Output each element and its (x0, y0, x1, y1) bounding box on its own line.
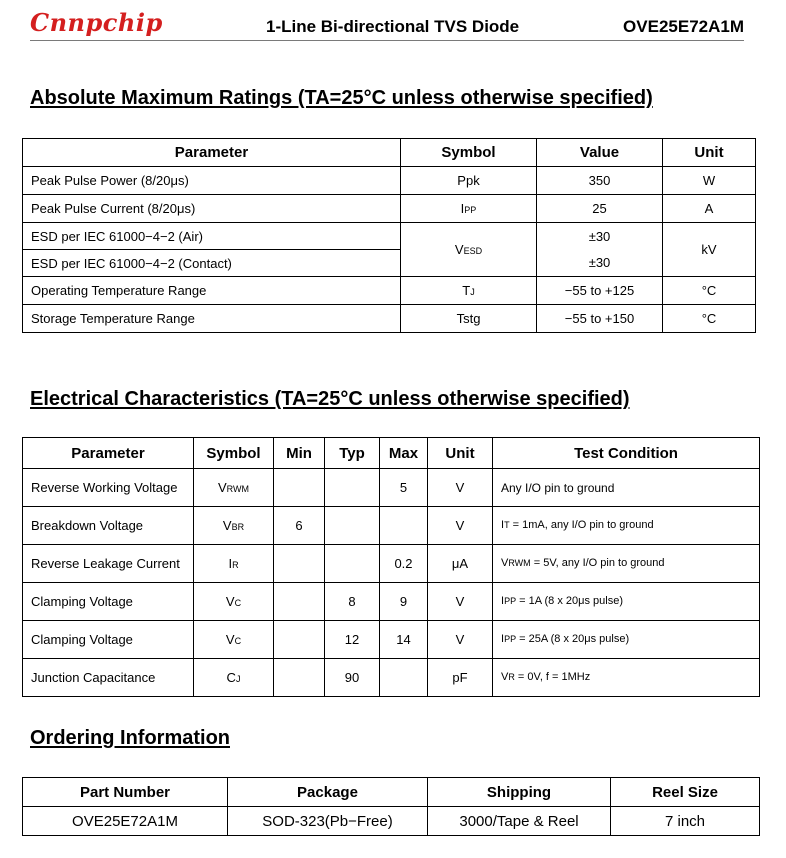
max-cell: 0.2 (380, 545, 428, 583)
param-cell: Clamping Voltage (23, 621, 194, 659)
unit-cell: pF (428, 659, 493, 697)
param-cell: Reverse Working Voltage (23, 469, 194, 507)
page-header (0, 0, 786, 46)
min-cell (274, 545, 325, 583)
table-row (23, 807, 760, 836)
condition-main: I (501, 633, 505, 645)
param-cell: Breakdown Voltage (23, 507, 194, 545)
symbol-cell: Tstg (401, 305, 537, 333)
electrical-characteristics-table (22, 437, 760, 697)
condition-text: = 1A (8 x 20μs pulse) (516, 595, 624, 607)
symbol-subscript: R (232, 560, 239, 570)
param-cell: Operating Temperature Range (23, 277, 401, 305)
column-header: Parameter (23, 139, 401, 167)
table-row (23, 223, 756, 250)
part-number-cell: OVE25E72A1M (23, 807, 228, 836)
condition-main: V (501, 671, 509, 683)
reel-size-cell: 7 inch (611, 807, 760, 836)
condition-text: = 25A (8 x 20μs pulse) (516, 633, 630, 645)
unit-cell: V (428, 469, 493, 507)
param-cell: Clamping Voltage (23, 583, 194, 621)
table-row (23, 195, 756, 223)
unit-cell: W (663, 167, 756, 195)
table-row (23, 507, 760, 545)
table-row (23, 659, 760, 697)
column-header: Symbol (401, 139, 537, 167)
symbol-main: V (225, 632, 235, 647)
column-header: Unit (663, 139, 756, 167)
symbol-subscript: BR (231, 522, 245, 532)
package-cell: SOD-323(Pb−Free) (228, 807, 428, 836)
condition-subscript: PP (504, 634, 517, 644)
min-cell (274, 583, 325, 621)
min-cell (274, 469, 325, 507)
table-row (23, 305, 756, 333)
symbol-cell (194, 621, 274, 659)
column-header: Parameter (23, 438, 194, 469)
unit-cell: kV (663, 223, 756, 277)
symbol-main: V (222, 518, 232, 533)
param-cell: ESD per IEC 61000−4−2 (Air) (23, 223, 401, 250)
typ-cell (325, 545, 380, 583)
condition-cell: Any I/O pin to ground (493, 469, 760, 507)
typ-cell (325, 469, 380, 507)
condition-cell (493, 621, 760, 659)
typ-cell: 90 (325, 659, 380, 697)
max-cell (380, 507, 428, 545)
condition-main: I (501, 519, 505, 531)
value-cell: ±30 (537, 250, 663, 277)
symbol-subscript: ESD (463, 246, 483, 256)
symbol-subscript: C (234, 598, 242, 608)
typ-cell: 8 (325, 583, 380, 621)
column-header: Min (274, 438, 325, 469)
column-header: Part Number (23, 778, 228, 807)
unit-cell: °C (663, 305, 756, 333)
column-header: Test Condition (493, 438, 760, 469)
symbol-subscript: C (234, 636, 242, 646)
company-logo: Cnnpchip (30, 8, 163, 37)
table-row (23, 545, 760, 583)
symbol-cell (194, 469, 274, 507)
column-header: Shipping (428, 778, 611, 807)
table-row (23, 277, 756, 305)
typ-cell (325, 507, 380, 545)
symbol-cell (401, 195, 537, 223)
absolute-max-table (22, 138, 756, 333)
table-row (23, 469, 760, 507)
unit-cell: V (428, 507, 493, 545)
unit-cell: A (663, 195, 756, 223)
column-header: Unit (428, 438, 493, 469)
condition-subscript: R (508, 672, 515, 682)
condition-cell (493, 507, 760, 545)
condition-text: = 0V, f = 1MHz (514, 671, 591, 683)
value-cell: ±30 (537, 223, 663, 250)
symbol-cell: Ppk (401, 167, 537, 195)
condition-text: = 1mA, any I/O pin to ground (509, 519, 654, 531)
symbol-main: I (460, 201, 465, 216)
min-cell (274, 659, 325, 697)
condition-main: I (501, 595, 505, 607)
param-cell: Junction Capacitance (23, 659, 194, 697)
table-row (23, 167, 756, 195)
symbol-main: T (462, 283, 471, 298)
symbol-subscript: RWM (226, 484, 249, 494)
condition-subscript: PP (504, 596, 517, 606)
max-cell: 5 (380, 469, 428, 507)
table-row (23, 583, 760, 621)
unit-cell: μA (428, 545, 493, 583)
unit-cell: V (428, 621, 493, 659)
table-header-row (23, 438, 760, 469)
max-cell: 14 (380, 621, 428, 659)
symbol-main: V (217, 480, 227, 495)
value-cell: 25 (537, 195, 663, 223)
max-cell (380, 659, 428, 697)
symbol-main: V (225, 594, 235, 609)
table-header-row (23, 139, 756, 167)
section-title-absolute-max: Absolute Maximum Ratings (TA=25°C unless otherwise specified) (30, 87, 653, 109)
param-cell: Reverse Leakage Current (23, 545, 194, 583)
condition-text: = 5V, any I/O pin to ground (530, 557, 665, 569)
value-cell: 350 (537, 167, 663, 195)
symbol-cell (194, 583, 274, 621)
column-header: Symbol (194, 438, 274, 469)
value-cell: −55 to +125 (537, 277, 663, 305)
condition-cell (493, 659, 760, 697)
table-row (23, 250, 756, 277)
ordering-info-table (22, 777, 760, 836)
header-divider (30, 40, 744, 41)
column-header: Package (228, 778, 428, 807)
symbol-subscript: J (470, 287, 475, 297)
column-header: Reel Size (611, 778, 760, 807)
symbol-cell (194, 545, 274, 583)
param-cell: Peak Pulse Current (8/20μs) (23, 195, 401, 223)
section-title-electrical: Electrical Characteristics (TA=25°C unless otherwise specified) (30, 388, 630, 410)
param-cell: Peak Pulse Power (8/20μs) (23, 167, 401, 195)
param-cell: Storage Temperature Range (23, 305, 401, 333)
section-title-ordering: Ordering Information (30, 727, 230, 749)
table-header-row (23, 778, 760, 807)
column-header: Max (380, 438, 428, 469)
symbol-cell (401, 223, 537, 277)
table-row (23, 621, 760, 659)
document-title: 1-Line Bi-directional TVS Diode (266, 17, 520, 36)
symbol-subscript: J (235, 674, 241, 684)
column-header: Typ (325, 438, 380, 469)
condition-cell (493, 583, 760, 621)
symbol-subscript: PP (464, 205, 477, 215)
symbol-main: C (226, 670, 236, 685)
condition-subscript: RWM (508, 558, 531, 568)
condition-main: V (501, 557, 509, 569)
condition-subscript: T (504, 520, 510, 530)
symbol-cell (401, 277, 537, 305)
shipping-cell: 3000/Tape & Reel (428, 807, 611, 836)
min-cell: 6 (274, 507, 325, 545)
condition-cell (493, 545, 760, 583)
header-part-number: OVE25E72A1M (623, 17, 744, 36)
symbol-main: V (454, 242, 464, 257)
column-header: Value (537, 139, 663, 167)
max-cell: 9 (380, 583, 428, 621)
symbol-cell (194, 507, 274, 545)
min-cell (274, 621, 325, 659)
typ-cell: 12 (325, 621, 380, 659)
unit-cell: V (428, 583, 493, 621)
symbol-cell (194, 659, 274, 697)
symbol-main: I (228, 556, 233, 571)
unit-cell: °C (663, 277, 756, 305)
param-cell: ESD per IEC 61000−4−2 (Contact) (23, 250, 401, 277)
value-cell: −55 to +150 (537, 305, 663, 333)
